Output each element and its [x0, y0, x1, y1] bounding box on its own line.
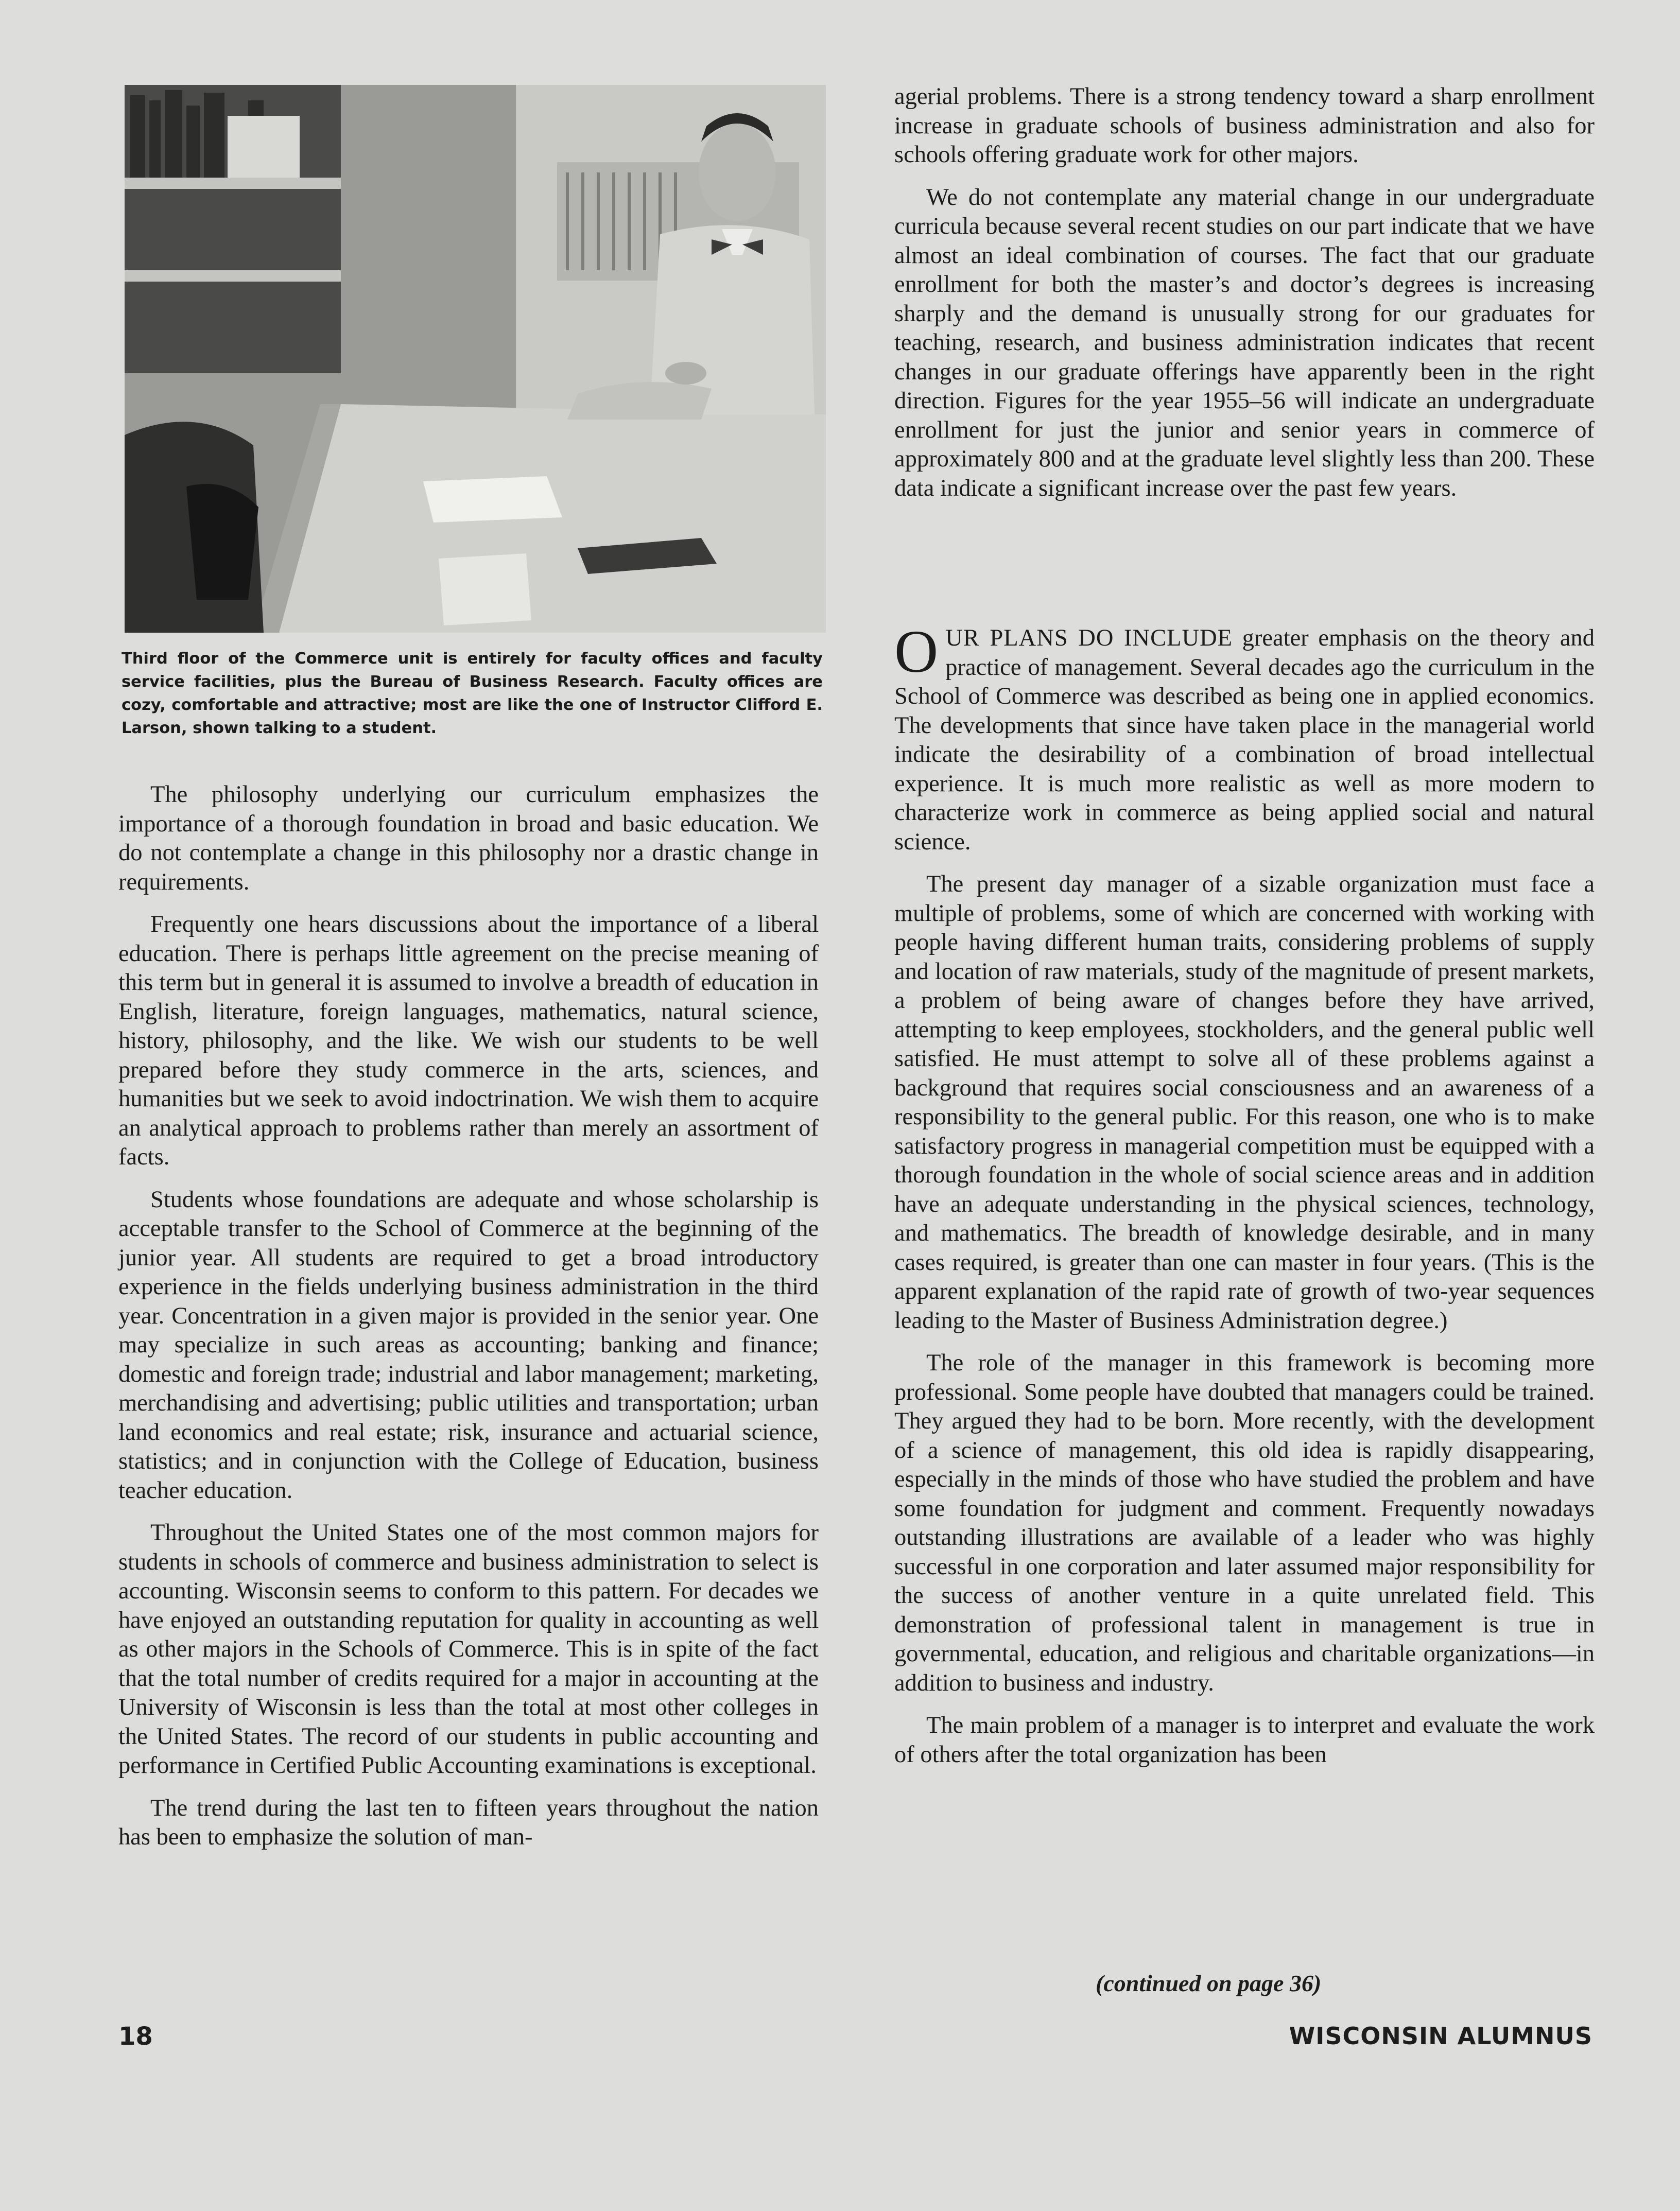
page-number: 18 — [118, 2022, 153, 2051]
left-column — [118, 780, 819, 1866]
section-opening-paragraph — [894, 618, 1595, 857]
paragraph: The role of the manager in this framework is becoming more professional. Some people have doubted that managers could be trained. They argued they had to be born. More recently, with the development of a science of management, this old idea is rapidly disappearing, especially in the minds of those who have studied the problem and have some foundation for judgment and comment. Frequently nowadays outstanding illustrations are available of a leader who was highly successful in one corporation and later assumed major responsibility for the success of another venture in a quite unrelated field. This demonstration of professional talent in management is true in governmental, education, and religious and charitable organizations—in addition to business and industry. — [894, 1350, 1595, 1696]
photo-caption: Third floor of the Commerce unit is entirely for faculty offices and faculty service facilities, plus the Bureau of Business Research. Faculty offices are cozy, comfortable and attractive; most are like the one of Instructor Clifford E. Larson, shown talking to a student. — [122, 650, 823, 737]
continued-note: (continued on page 36) — [1096, 1970, 1322, 1996]
paragraph: agerial problems. There is a strong tendency toward a sharp enrollment increase in graduate schools of business administration and also for schools offering graduate work for other majors. — [894, 83, 1595, 168]
paragraph: We do not contemplate any material change in our undergraduate curricula because several recent studies on our part indicate that we have almost an ideal combination of courses. The fact that our graduate enrollment for both the master’s and doctor’s degrees is increasing sharply and the demand is unusually strong for our graduates for teaching, research, and business administration indicates that recent changes in our graduate offerings have apparently been in the right direction. Figures for the year 1955–56 will indicate an undergraduate enrollment for just the junior and senior years in commerce of approximately 800 and at the graduate level slightly less than 200. These data indicate a significant increase over the past few years. — [894, 184, 1595, 501]
paragraph: The present day manager of a sizable organization must face a multiple of problems, some of which are concerned with working with people having different human traits, considering problems of supply and location of raw materials, study of the magnitude of present markets, a problem of being aware of changes before they have arrived, attempting to keep employees, stockholders, and the general public well satisfied. He must attempt to solve all of these problems against a background that requires social consciousness and an awareness of a responsibility to the general public. For this reason, one who is to make satisfactory progress in managerial competition must be equipped with a thorough foundation in the whole of social science areas and in addition have an adequate understanding in the physical sciences, technology, and mathematics. The breadth of knowledge desirable, and in many cases required, is greater than one can master in four years. (This is the apparent explanation of the rapid rate of growth of two-year sequences leading to the Master of Business Administration degree.) — [894, 871, 1595, 1334]
paragraph: Frequently one hears discussions about the importance of a liberal education. There is perhaps little agreement on the precise meaning of this term but in general it is assumed to involve a breadth of education in English, literature, foreign languages, mathematics, natural science, history, philosophy, and the like. We wish our students to be well prepared before they study commerce in the arts, sciences, and humanities but we seek to avoid indoctrination. We wish them to acquire an analytical approach to problems rather than merely an assortment of facts. — [118, 911, 819, 1170]
paragraph: The trend during the last ten to fifteen years throughout the nation has been to emphasize the solution of man- — [118, 1795, 819, 1850]
office-photo — [125, 85, 826, 633]
office-photo-illustration — [125, 85, 826, 633]
section-lead: UR PLANS DO INCLUDE — [945, 625, 1233, 651]
section-text: greater emphasis on the theory and practice of management. Several decades ago the curriculum in the School of Commerce was described as being one in applied economics. The developments that since have taken place in the managerial world indicate the desirability of a combination of broad intellectual experience. It is much more realistic as well as more modern to characterize work in commerce as being applied social and natural science. — [894, 625, 1595, 855]
paragraph: Students whose foundations are adequate and whose scholarship is acceptable transfer to the School of Commerce at the beginning of the junior year. All students are required to get a broad introductory experience in the fields underlying business administration in the third year. Concentration in a given major is provided in the senior year. One may specialize in such areas as accounting; banking and finance; domestic and foreign trade; industrial and labor management; marketing, merchandising and advertising; public utilities and transportation; urban land economics and real estate; risk, insurance and actuarial science, statistics; and in conjunction with the College of Education, business teacher education. — [118, 1186, 819, 1504]
drop-cap: O — [894, 618, 939, 685]
publication-name: WISCONSIN ALUMNUS — [1289, 2022, 1592, 2050]
right-column-bottom — [894, 618, 1595, 1783]
right-column-top — [894, 82, 1595, 516]
paragraph: The philosophy underlying our curriculum emphasizes the importance of a thorough foundation in broad and basic education. We do not contemplate a change in this philosophy nor a drastic change in requirements. — [118, 781, 819, 895]
paragraph: Throughout the United States one of the most common majors for students in schools of commerce and business administration to select is accounting. Wisconsin seems to conform to this pattern. For decades we have enjoyed an outstanding reputation for quality in accounting as well as other majors in the Schools of Commerce. This is in spite of the fact that the total number of credits required for a major in accounting at the University of Wisconsin is less than the total at most other colleges in the United States. The record of our students in public accounting and performance in Certified Public Accounting examinations is exceptional. — [118, 1520, 819, 1779]
paragraph: The main problem of a manager is to interpret and evaluate the work of others after the total organization has been — [894, 1712, 1595, 1768]
